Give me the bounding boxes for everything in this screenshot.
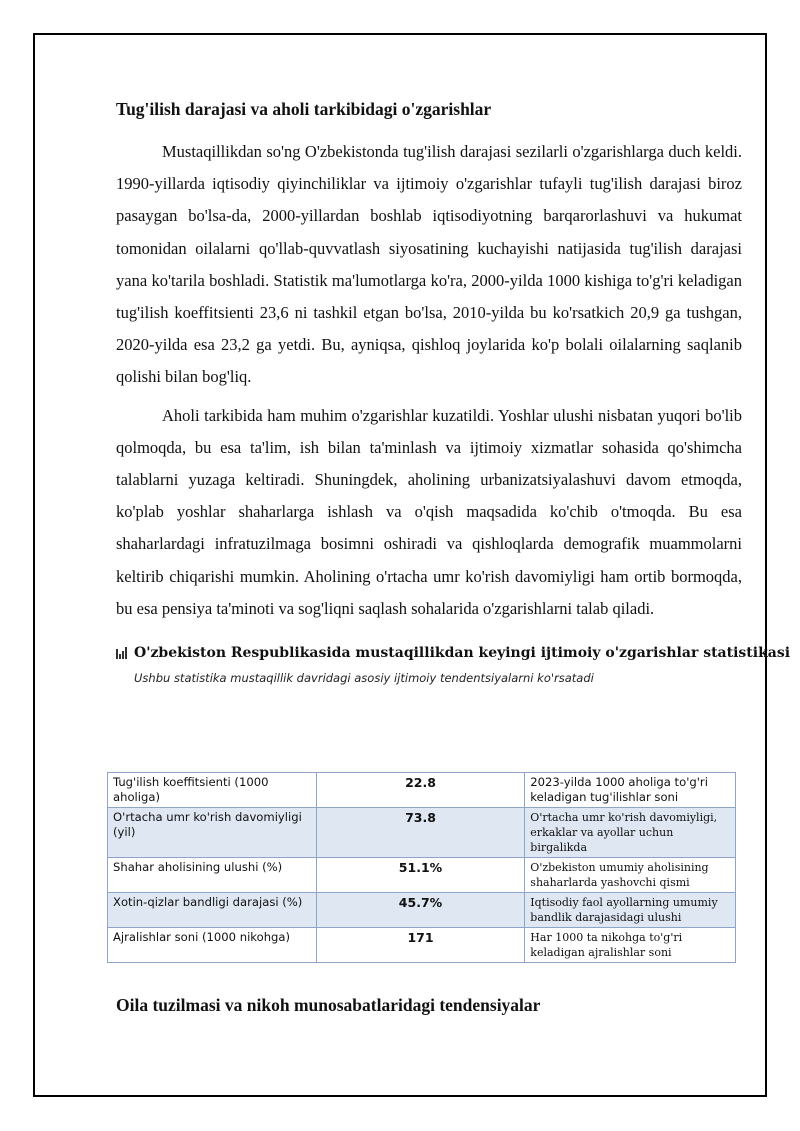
stats-table xyxy=(107,772,736,963)
section-heading-family: Oila tuzilmasi va nikoh munosabatlaridagi tendensiyalar xyxy=(116,995,541,1015)
stat-value: 22.8 xyxy=(316,773,525,808)
stat-value: 51.1% xyxy=(316,858,525,893)
stat-value: 45.7% xyxy=(316,893,525,928)
stat-label: O'rtacha umr ko'rish davomiyligi (yil) xyxy=(108,808,317,858)
stats-title-text: O'zbekiston Respublikasida mustaqillikdan keyingi ijtimoiy o'zgarishlar statistikasi xyxy=(134,645,791,662)
section-heading: Tug'ilish darajasi va aholi tarkibidagi o'zgarishlar xyxy=(116,99,492,119)
stat-value: 73.8 xyxy=(316,808,525,858)
bar-chart-icon xyxy=(116,647,127,659)
table-row xyxy=(108,808,736,858)
stat-note: Iqtisodiy faol ayollarning umumiy bandlik darajasidagi ulushi xyxy=(525,893,736,928)
stat-note: Har 1000 ta nikohga to'g'ri keladigan ajralishlar soni xyxy=(525,928,736,963)
stat-value: 171 xyxy=(316,928,525,963)
stat-label: Shahar aholisining ulushi (%) xyxy=(108,858,317,893)
table-row xyxy=(108,928,736,963)
stat-label: Tug'ilish koeffitsienti (1000 aholiga) xyxy=(108,773,317,808)
stat-label: Ajralishlar soni (1000 nikohga) xyxy=(108,928,317,963)
paragraph-birth-rate: Mustaqillikdan so'ng O'zbekistonda tug'ilish darajasi sezilarli o'zgarishlarga duch keldi. 1990-yillarda iqtisodiy qiyinchiliklar va ijtimoiy o'zgarishlar tufayli tug'ilish darajasi biroz pasaygan bo'lsa-da, 2000-yillardan boshlab iqtisodiyotning barqarorlashuvi va hukumat tomonidan oilalarni qo'llab-quvvatlash siyosatining kuchayishi natijasida tug'ilish darajasi yana ko'tarila boshladi. Statistik ma'lumotlarga ko'ra, 2000-yilda 1000 kishiga to'g'ri keladigan tug'ilish koeffitsienti 23,6 ni tashkil etgan bo'lsa, 2010-yilda bu ko'rsatkich 20,9 ga tushgan, 2020-yilda esa 23,2 ga yetdi. Bu, ayniqsa, qishloq joylarida ko'p bolali oilalarning saqlanib qolishi bilan bog'liq. xyxy=(116,142,742,387)
table-row xyxy=(108,893,736,928)
stats-subtitle: Ushbu statistika mustaqillik davridagi asosiy ijtimoiy tendentsiyalarni ko'rsatadi xyxy=(134,671,594,686)
stat-note: 2023-yilda 1000 aholiga to'g'ri keladigan tug'ilishlar soni xyxy=(525,773,736,808)
paragraph-population-structure: Aholi tarkibida ham muhim o'zgarishlar kuzatildi. Yoshlar ulushi nisbatan yuqori bo'lib qolmoqda, bu esa ta'lim, ish bilan ta'minlash va ijtimoiy xizmatlar sohasida qo'shimcha talablarni yuzaga keltiradi. Shuningdek, aholining urbanizatsiyalashuvi davom etmoqda, ko'plab yoshlar shaharlarga ishlash va o'qish maqsadida ko'chib o'tmoqda. Bu esa shaharlardagi infratuzilmaga bosimni oshiradi va qishloqlarda demografik muammolarni keltirib chiqarishi mumkin. Aholining o'rtacha umr ko'rish davomiyligi ham ortib bormoqda, bu esa pensiya ta'minoti va sog'liqni saqlash sohalarida o'zgarishlarni talab qiladi. xyxy=(116,405,742,618)
table-row xyxy=(108,773,736,808)
stat-note: O'rtacha umr ko'rish davomiyligi, erkaklar va ayollar uchun birgalikda xyxy=(525,808,736,858)
page-content xyxy=(116,96,791,686)
table-row xyxy=(108,858,736,893)
stat-note: O'zbekiston umumiy aholisining shaharlarda yashovchi qismi xyxy=(525,858,736,893)
stat-label: Xotin-qizlar bandligi darajasi (%) xyxy=(108,893,317,928)
stats-title xyxy=(116,645,791,662)
